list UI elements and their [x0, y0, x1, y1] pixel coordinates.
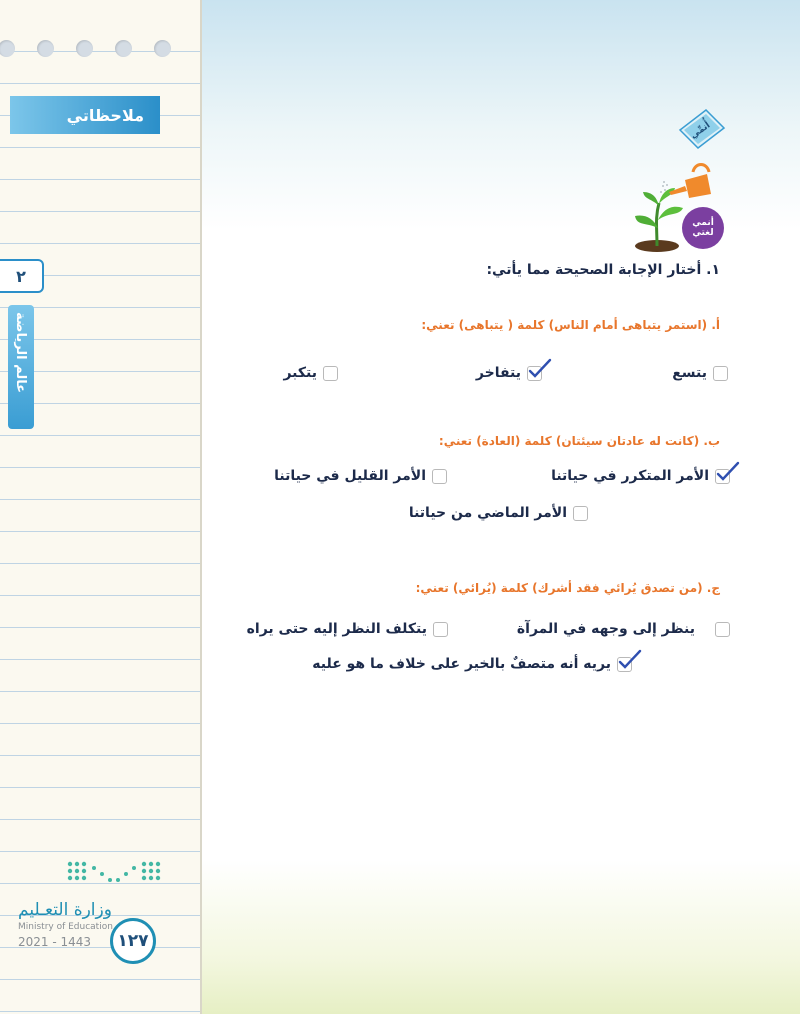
- ministry-name-ar: وزارة التعـليم: [18, 900, 112, 920]
- ministry-logo-icon: [66, 858, 162, 892]
- option-label: يتكلف النظر إليه حتى يراه: [246, 621, 427, 637]
- option-a3[interactable]: [283, 365, 338, 381]
- checkbox-checked[interactable]: [715, 469, 730, 484]
- checkbox[interactable]: [713, 366, 728, 381]
- binder-hole: [115, 40, 132, 57]
- question-stem-a: أ. (استمر يتباهى أمام الناس) كلمة ( يتباهى) تعني:: [421, 318, 720, 332]
- main-content: [202, 0, 800, 1014]
- option-b2[interactable]: [274, 468, 447, 484]
- option-a1[interactable]: [672, 365, 728, 381]
- checkbox[interactable]: [573, 506, 588, 521]
- notes-title: ملاحظاتي: [10, 96, 160, 134]
- binder-hole: [76, 40, 93, 57]
- checkbox-checked[interactable]: [527, 366, 542, 381]
- unit-title: عالم الرياضة: [13, 312, 28, 393]
- page-number: ١٢٧: [110, 918, 156, 964]
- option-label: يتسع: [672, 365, 707, 381]
- binder-hole: [0, 40, 15, 57]
- checkmark-icon: [717, 462, 739, 480]
- option-label: الأمر المتكرر في حياتنا: [551, 468, 709, 484]
- option-c2[interactable]: [247, 621, 448, 637]
- checkmark-icon: [619, 650, 641, 668]
- checkbox-checked[interactable]: [617, 657, 632, 672]
- section-label: [682, 207, 724, 249]
- section-label-line1: أنمي: [692, 218, 714, 228]
- section-label-line2: لغتي: [692, 228, 714, 238]
- section-badge-text: أُنمِّي: [688, 120, 713, 142]
- binder-hole: [154, 40, 171, 57]
- option-label: الأمر الماضي من حياتنا: [408, 505, 567, 521]
- unit-number: ٢: [0, 259, 44, 293]
- ministry-name-en: Ministry of Education: [18, 922, 113, 932]
- option-a2[interactable]: [476, 365, 542, 381]
- checkbox[interactable]: [323, 366, 338, 381]
- binder-hole: [37, 40, 54, 57]
- binder-holes: [0, 40, 171, 57]
- question-stem-c: ج. (من تصدق يُرائي فقد أشرك) كلمة (يُرائي) تعني:: [415, 581, 720, 595]
- option-label: الأمر القليل في حياتنا: [274, 468, 426, 484]
- option-c3[interactable]: [312, 656, 632, 672]
- option-label: يتكبر: [283, 365, 317, 381]
- option-label: يتفاخر: [475, 365, 521, 381]
- book-badge-icon: [676, 108, 728, 150]
- checkmark-icon: [529, 359, 551, 377]
- checkbox[interactable]: [432, 469, 447, 484]
- checkbox[interactable]: [715, 622, 730, 637]
- option-c1[interactable]: [517, 621, 730, 637]
- option-b1[interactable]: [551, 468, 730, 484]
- notes-panel: [0, 0, 202, 1014]
- ministry-year: 2021 - 1443: [18, 935, 92, 949]
- option-b3[interactable]: [409, 505, 588, 521]
- question-heading: ١. أختار الإجابة الصحيحة مما يأتي:: [486, 262, 720, 278]
- checkbox[interactable]: [433, 622, 448, 637]
- question-stem-b: ب. (كانت له عادتان سيئتان) كلمة (العادة) تعني:: [438, 434, 720, 448]
- option-label: ينظر إلى وجهه في المرآة: [516, 621, 695, 637]
- option-label: يريه أنه متصفٌ بالخير على خلاف ما هو عليه: [312, 656, 611, 672]
